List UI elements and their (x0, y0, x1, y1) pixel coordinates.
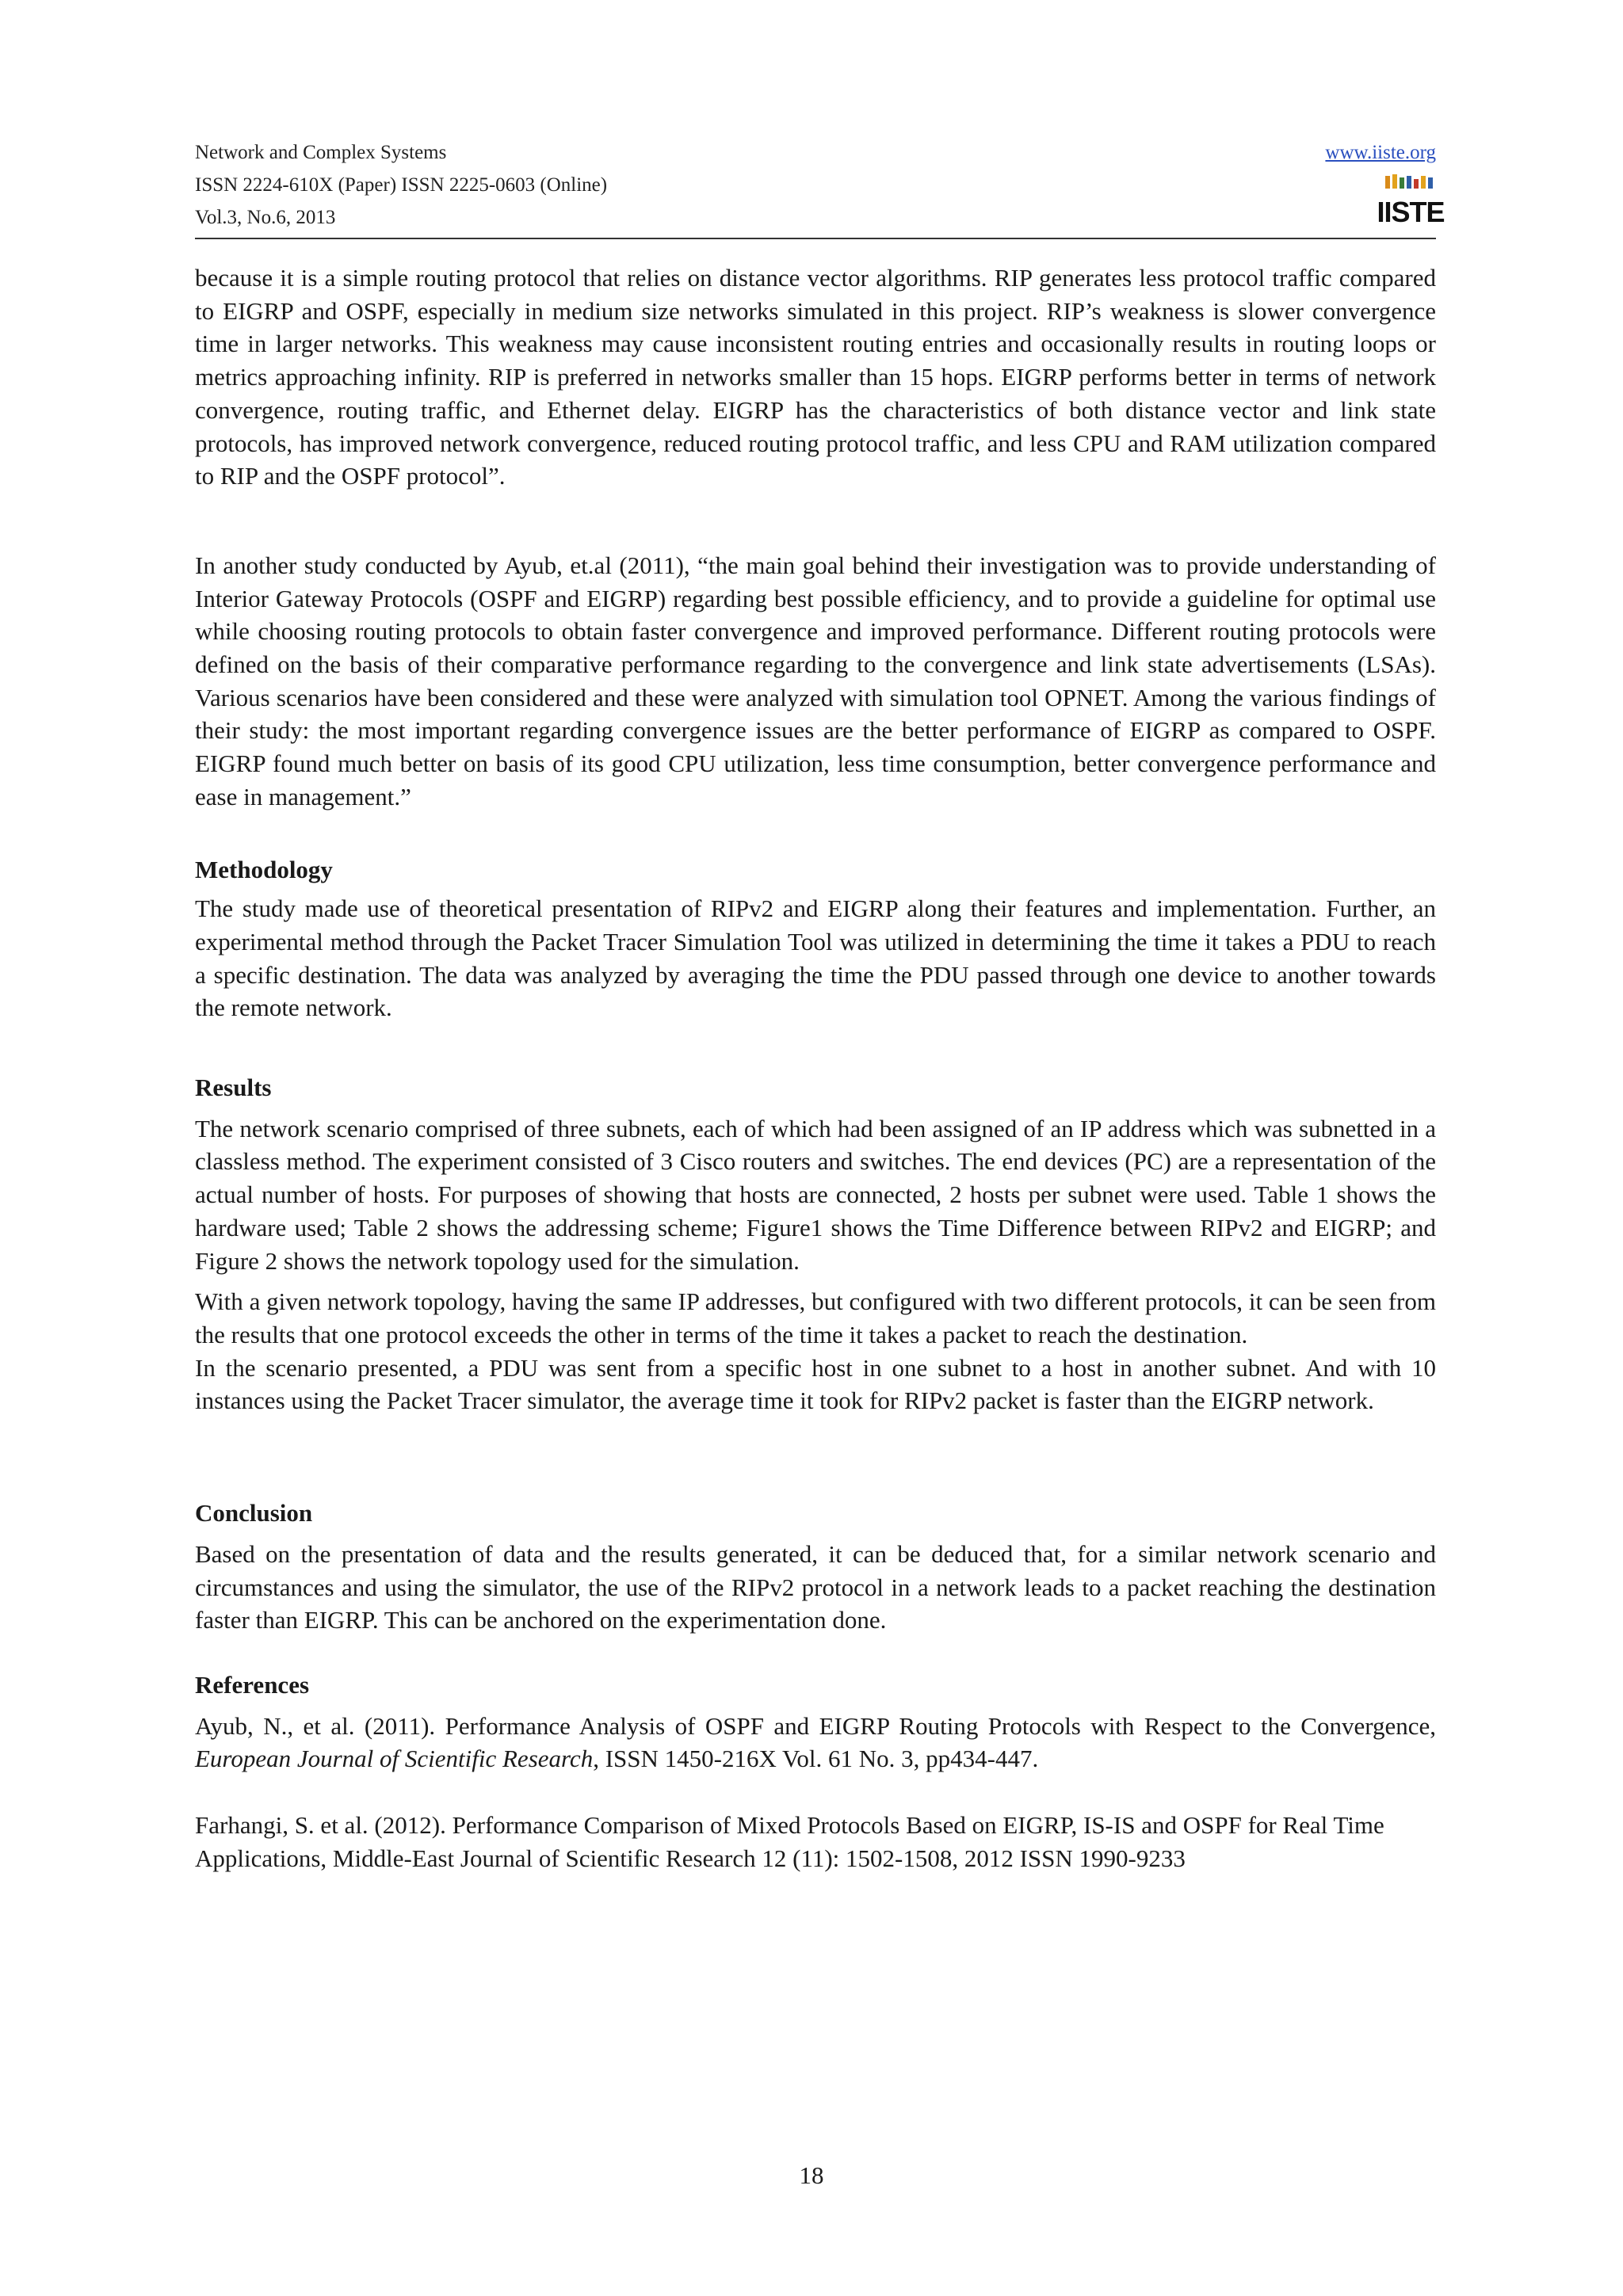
page-number: 18 (799, 2161, 824, 2189)
reference-ayub-details: , ISSN 1450-216X Vol. 61 No. 3, pp434-447. (593, 1745, 1039, 1773)
results-paragraph-3: In the scenario presented, a PDU was sent from a specific host in one subnet to a host in another subnet. And with 10 instances using the Packet Tracer simulator, the average time it took for RIPv2 packet is faster than the EIGRP network. (195, 1353, 1436, 1415)
results-heading: Results (195, 1074, 272, 1102)
volume-line: Vol.3, No.6, 2013 (195, 207, 336, 228)
reference-ayub (195, 1710, 1436, 1775)
header-divider (195, 238, 1436, 239)
article-body (195, 261, 1436, 1875)
reference-farhangi: Farhangi, S. et al. (2012). Performance Comparison of Mixed Protocols Based on EIGRP, IS-IS and OSPF for Real Time Applications, Middle-East Journal of Scientific Research 12 (11): 1502-1508, 2012 ISSN 1990-9233 (195, 1811, 1384, 1872)
issn-line: ISSN 2224-610X (Paper) ISSN 2225-0603 (Online) (195, 174, 608, 196)
reference-ayub-text: Ayub, N., et al. (2011). Performance Analysis of OSPF and EIGRP Routing Protocols with Respect to the Convergence, (195, 1711, 1436, 1740)
running-header (195, 136, 607, 234)
references-heading: References (195, 1670, 310, 1699)
paragraph-intro-continuation: because it is a simple routing protocol that relies on distance vector algorithms. RIP generates less protocol traffic compared to EIGRP and OSPF, especially in medium size networks simulated in this project. RIP’s weakness is slower convergence time in larger networks. This weakness may cause inconsistent routing entries and occasionally results in routing loops or metrics approaching infinity. RIP is preferred in networks smaller than 15 hops. EIGRP performs better in terms of network convergence, routing traffic, and Ethernet delay. EIGRP has the characteristics of both distance vector and link state protocols, has improved network convergence, reduced routing protocol traffic, and less CPU and RAM utilization compared to RIP and the OSPF protocol”. (195, 264, 1436, 490)
paragraph-ayub-study: In another study conducted by Ayub, et.al (2011), “the main goal behind their investigation was to provide understanding of Interior Gateway Protocols (OSPF and EIGRP) regarding best possible efficiency, and to provide a guideline for optimal use while choosing routing protocols to obtain faster convergence and improved performance. Different routing protocols were defined on the basis of their comparative performance regarding to the convergence and link state advertisements (LSAs). Various scenarios have been considered and these were analyzed with simulation tool OPNET. Among the various findings of their study: the most important regarding convergence issues are the better performance of EIGRP as compared to OSPF. EIGRP found much better on basis of its good CPU utilization, less time consumption, better convergence performance and ease in management.” (195, 551, 1436, 810)
reference-ayub-journal: European Journal of Scientific Research (195, 1745, 594, 1773)
results-paragraph-2: With a given network topology, having the same IP addresses, but configured with two different protocols, it can be seen from the results that one protocol exceeds the other in terms of the time it takes a packet to reach the destination. (195, 1287, 1436, 1348)
conclusion-paragraph: Based on the presentation of data and the results generated, it can be deduced that, for a similar network scenario and circumstances and using the simulator, the use of the RIPv2 protocol in a network leads to a packet reaching the destination faster than EIGRP. This can be anchored on the experimentation done. (195, 1539, 1436, 1634)
journal-url-link[interactable]: www.iiste.org (1325, 142, 1436, 163)
svg-text:IISTE: IISTE (1377, 196, 1445, 228)
conclusion-heading: Conclusion (195, 1499, 313, 1527)
iiste-logo-icon (1377, 173, 1445, 228)
results-paragraph-1: The network scenario comprised of three subnets, each of which had been assigned of an IP address which was subnetted in a classless method. The experiment consisted of 3 Cisco routers and switches. The end devices (PC) are a representation of the actual number of hosts. For purposes of showing that hosts are connected, 2 hosts per subnet were used. Table 1 shows the hardware used; Table 2 shows the addressing scheme; Figure1 shows the Time Difference between RIPv2 and EIGRP; and Figure 2 shows the network topology used for the simulation. (195, 1114, 1436, 1275)
methodology-heading: Methodology (195, 855, 333, 883)
journal-name: Network and Complex Systems (195, 142, 447, 163)
methodology-paragraph: The study made use of theoretical presentation of RIPv2 and EIGRP along their features and implementation. Further, an experimental method through the Packet Tracer Simulation Tool was utilized in determining the time it takes a PDU to reach a specific destination. The data was analyzed by averaging the time the PDU passed through one device to another towards the remote network. (195, 894, 1436, 1022)
